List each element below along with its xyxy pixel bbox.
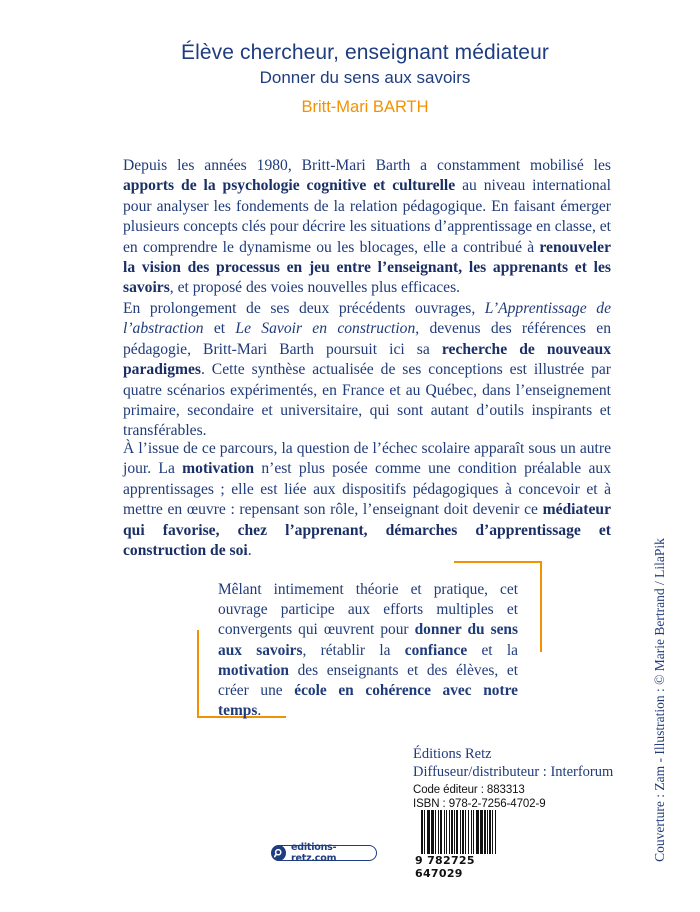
barcode-number: 9 782725 647029 [414,854,527,880]
blurb-paragraph-1: Depuis les années 1980, Britt-Mari Barth a constamment mobilisé les apports de la psychologie cognitive et culturelle au niveau international pour analyser les fondements de la relation pédagogique. En faisant émerger plusieurs concepts clés pour décrire les situations d’apprentissage en classe, et en comprendre le dynamisme ou les blocages, elle a contribué à renouveler la vision des processus en jeu entre l’enseignant, les apprenants et les savoirs, et proposé des voies nouvelles plus efficaces. [123,157,612,297]
isbn: ISBN : 978-2-7256-4702-9 [413,798,546,810]
title-block [0,40,700,118]
barcode-bars [421,810,527,858]
publisher-name: Éditions Retz [413,746,492,762]
blurb-paragraph-3: À l’issue de ce parcours, la question de l’échec scolaire apparaît sous un autre jour. La motivation n’est plus posée comme une condition préalable aux apprentissages ; elle est liée aux dispositifs pédagogiques à concevoir et à mettre en œuvre : repensant son rôle, l’enseignant doit devenir ce médiateur qui favorise, chez l’apprenant, démarches d’apprentissage et construction de soi. [123,440,612,560]
search-icon [271,845,286,861]
cover-credit: Couverture : Zam - Illustration : © Marie Bertrand / LilaPik [652,538,667,862]
publisher-code: Code éditeur : 883313 [413,784,525,796]
publisher-info [413,745,613,811]
book-author: Britt-Mari BARTH [301,98,429,116]
isbn-barcode [415,810,527,880]
website-url: editions-retz.com [291,842,337,864]
blurb-paragraph-2: En prolongement de ses deux précédents ouvrages, L’Apprentissage de l’abstraction et Le Savoir en construction, devenus des références en pédagogie, Britt-Mari Barth poursuit ici sa recherche de nouveaux paradigmes. Cette synthèse actualisée de ses conceptions est illustrée par quatre scénarios expérimentés, en France et au Québec, dans l’enseignement primaire, secondaire et universitaire, qui sont autant d’outils inspirants et transférables. [123,300,612,440]
book-title: Élève chercheur, enseignant médiateur [181,41,549,64]
pull-quote: Mêlant intimement théorie et pratique, cet ouvrage participe aux efforts multiples et convergents qui œuvrent pour donner du sens aux savoirs, rétablir la confiance et la motivation des enseignants et des élèves, et créer une école en cohérence avec notre temps. [218,581,518,720]
website-link[interactable] [272,842,377,864]
book-subtitle: Donner du sens aux savoirs [259,68,471,87]
distributor: Diffuseur/distributeur : Interforum [413,764,614,780]
